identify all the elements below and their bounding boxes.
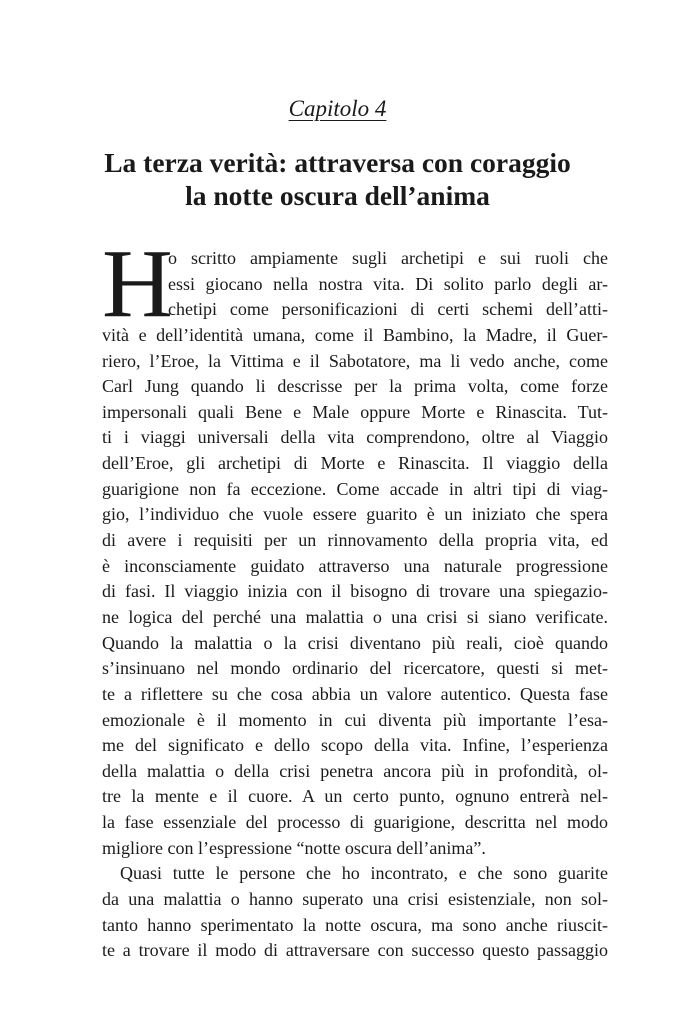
text-line: Quando la malattia o la crisi diventano più reali, cioè quando [102,632,608,653]
text-line: chetipi come personificazioni di certi schemi dell’atti- [168,299,608,320]
text-line: te a trovare il modo di attraversare con successo questo passaggio [102,940,608,961]
body-text [102,246,608,964]
text-line: s’insinuano nel mondo ordinario del ricercatore, questi si met- [102,658,608,679]
chapter-title [40,146,635,212]
text-line: della malattia o della crisi penetra ancora più in profondità, ol- [102,760,608,781]
text-line: ne logica del perché una malattia o una crisi si siano verificate. [102,606,608,627]
text-line: Carl Jung quando li descrisse per la prima volta, come forze [102,376,608,397]
chapter-title-line: la notte oscura dell’anima [185,180,490,211]
paragraph-1 [102,246,608,861]
text-line: o scritto ampiamente sugli archetipi e sui ruoli che [168,248,608,268]
text-line: gio, l’individuo che vuole essere guarito è un iniziato che spera [102,504,608,525]
text-line: emozionale è il momento in cui diventa più importante l’esa- [102,709,608,730]
text-line: vità e dell’identità umana, come il Bambino, la Madre, il Guer- [102,324,608,345]
text-line: la fase essenziale del processo di guarigione, descritta nel modo [102,812,608,833]
text-line: Quasi tutte le persone che ho incontrato, e che sono guarite [120,863,608,884]
text-line: impersonali quali Bene e Male oppure Morte e Rinascita. Tut- [102,401,608,422]
text-line: è inconsciamente guidato attraverso una naturale progressione [102,555,608,576]
text-line: essi giocano nella nostra vita. Di solito parlo degli ar- [168,273,608,294]
drop-cap: H [102,230,173,338]
chapter-title-line: La terza verità: attraversa con coraggio [104,147,571,178]
paragraph-2 [102,861,608,964]
text-line: migliore con l’espressione “notte oscura dell’anima”. [102,837,486,858]
text-line: di avere i requisiti per un rinnovamento della propria vita, ed [102,530,608,551]
chapter-label: Capitolo 4 [288,96,387,121]
text-line: guarigione non fa eccezione. Come accade in altri tipi di viag- [102,478,608,499]
text-line: te a riflettere su che cosa abbia un valore autentico. Questa fase [102,683,608,704]
text-line: da una malattia o hanno superato una crisi esistenziale, non sol- [102,889,608,910]
text-line: dell’Eroe, gli archetipi di Morte e Rinascita. Il viaggio della [102,453,608,474]
text-line: tre la mente e il cuore. A un certo punto, ognuno entrerà nel- [102,786,608,807]
text-line: ti i viaggi universali della vita comprendono, oltre al Viaggio [102,427,608,448]
text-line: tanto hanno sperimentato la notte oscura, ma sono anche riuscit- [102,914,608,935]
text-line: me del significato e dello scopo della vita. Infine, l’esperienza [102,735,608,756]
text-line: riero, l’Eroe, la Vittima e il Sabotatore, ma li vedo anche, come [102,350,608,371]
text-line: di fasi. Il viaggio inizia con il bisogno di trovare una spiegazio- [102,581,608,602]
